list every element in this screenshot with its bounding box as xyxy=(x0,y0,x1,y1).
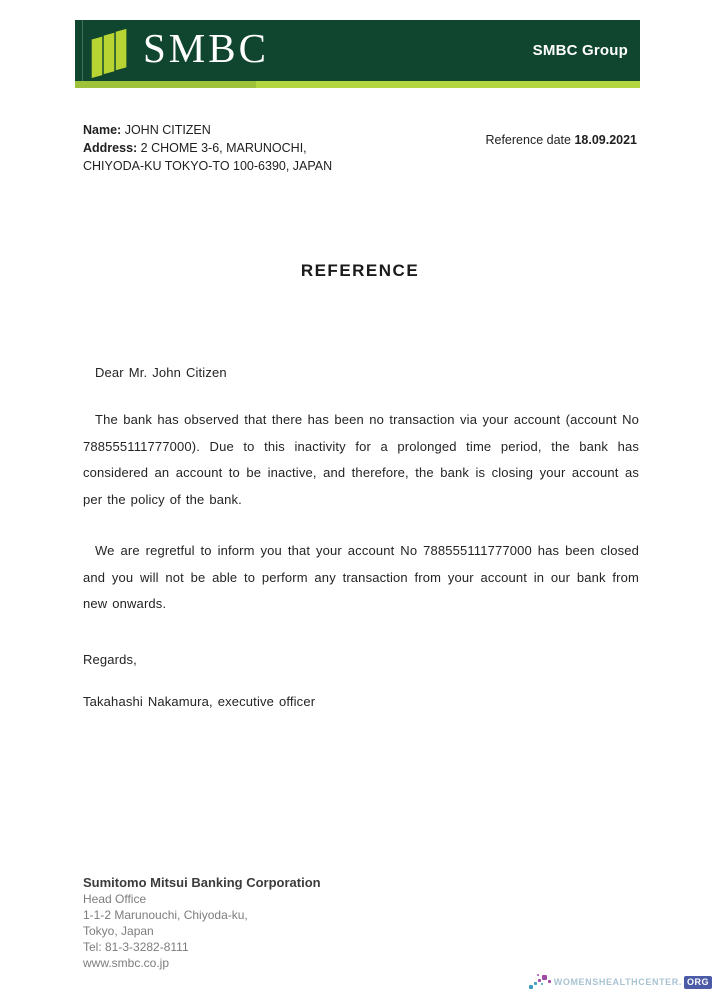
letter-title: REFERENCE xyxy=(300,261,420,280)
watermark xyxy=(529,972,712,992)
reference-date xyxy=(485,133,637,147)
reference-date-label: Reference date xyxy=(485,133,575,147)
address-value: 2 CHOME 3-6, MARUNOCHI, xyxy=(137,141,307,155)
watermark-site-text: WOMENSHEALTHCENTER. xyxy=(553,977,682,987)
closing: Regards, xyxy=(83,652,137,667)
footer-office: Head Office xyxy=(83,892,147,906)
signature-line: Takahashi Nakamura, executive officer xyxy=(83,694,316,709)
footer-phone: Tel: 81-3-3282-8111 xyxy=(83,940,189,954)
letter-paragraph-2: We are regretful to inform you that your account No 788555111777000 has been closed and you will not be able to perform any transaction from your account in our bank from new onwards. xyxy=(83,543,639,611)
watermark-org-badge: ORG xyxy=(684,976,712,989)
smbc-rising-mark-icon xyxy=(91,26,129,78)
footer-company-name: Sumitomo Mitsui Banking Corporation xyxy=(83,875,321,890)
banner-accent-stripe xyxy=(75,81,640,88)
footer-address-line1: 1-1-2 Marunouchi, Chiyoda-ku, xyxy=(83,908,248,922)
recipient-address-line1 xyxy=(83,139,413,157)
salutation: Dear Mr. John Citizen xyxy=(95,365,227,380)
recipient-address-line2: CHIYODA-KU TOKYO-TO 100-6390, JAPAN xyxy=(83,159,333,173)
header-banner xyxy=(75,20,640,81)
recipient-name-line xyxy=(83,121,413,139)
letter-paragraph-1: The bank has observed that there has been no transaction via your account (account No 788555111777000). Due to this inactivity for a prolonged time period, the bank has considered an account to be inactive, and therefore, the bank is closing your account as per the policy of the bank. xyxy=(83,412,639,507)
smbc-group-label: SMBC Group xyxy=(532,42,628,59)
footer-website: www.smbc.co.jp xyxy=(83,956,170,970)
name-label: Name: xyxy=(83,123,122,137)
name-value: JOHN CITIZEN xyxy=(121,123,211,137)
footer-company-block xyxy=(83,874,321,971)
smbc-wordmark: SMBC xyxy=(143,25,269,71)
footer-address-line2: Tokyo, Japan xyxy=(83,924,154,938)
reference-date-value: 18.09.2021 xyxy=(574,133,637,147)
recipient-block xyxy=(83,121,413,175)
womenshealthcenter-dots-icon xyxy=(529,973,551,991)
smbc-logo xyxy=(91,24,269,78)
address-label: Address: xyxy=(83,141,138,155)
